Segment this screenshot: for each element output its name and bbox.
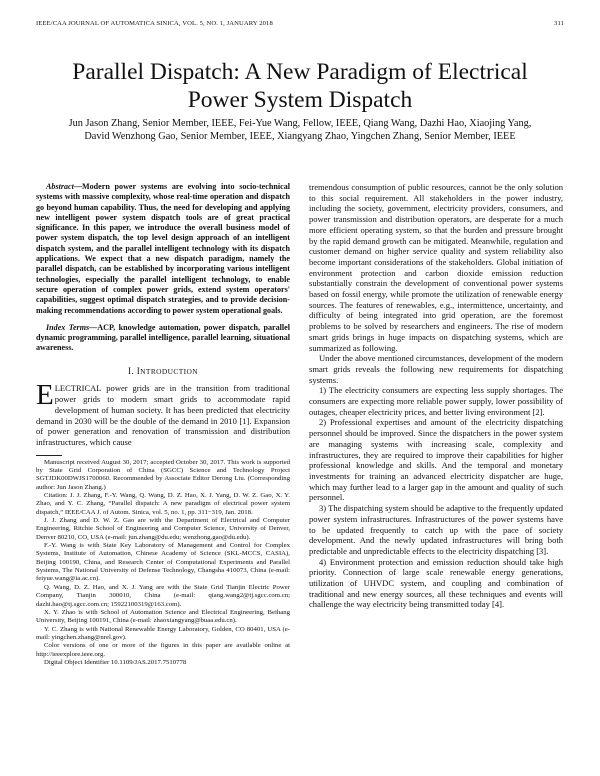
page-number: 311 — [554, 20, 564, 27]
footnote-affiliation-sgcc: Q. Wang, D. Z. Hao, and X. J. Yang are with the State Grid Tianjin Electric Power Company, Tianjin 300010, China (e-mail: qiang.wang2@tj.sgcc.com.cn; dazhi.hao@tj.sgcc.com.cn; 15922100319@163.com). — [36, 583, 290, 608]
footnotes — [36, 459, 290, 668]
authors-line-1: Jun Jason Zhang, Senior Member, IEEE, Fei-Yue Wang, Fellow, IEEE, Qiang Wang, Dazhi Hao, Xiaojing Yang, — [68, 118, 532, 129]
footnote-manuscript: Manuscript received August 30, 2017; accepted October 30, 2017. This work is supported by State Grid Corporation of China (SGCC) Science and Technology Project SGTJDK00DWJS1700060. Recommended by Associate Editor Derong Liu. (Corresponding author: Jun Jason Zhang.) — [36, 458, 290, 491]
left-column — [36, 182, 290, 667]
authors-line-2: David Wenzhong Gao, Senior Member, IEEE, Xiangyang Zhao, Yingchen Zhang, Senior Member, IEEE — [84, 131, 516, 142]
footnote-rule — [36, 455, 62, 456]
requirement-1: 1) The electricity consumers are expecting less supply shortages. The consumers are expecting more reliable power supply, lower possibility of outages, cheaper electricity prices, and better living environment [2]. — [309, 385, 563, 417]
index-terms-label: Index Terms — [46, 322, 90, 332]
footnote-affiliation-casia: F.-Y. Wang is with State Key Laboratory of Management and Control for Complex Systems, Institute of Automation, Chinese Academy of Science (SKL-MCCS, CASIA), Beijing 100190, China, and Research Center of Computational Experiments and Parallel Systems, The National University of Defense Technology, Changsha 410073, China (e-mail: feiyue.wang@ia.ac.cn). — [36, 542, 290, 583]
index-terms — [36, 323, 290, 354]
author-list — [50, 117, 550, 143]
index-terms-text: —ACP, knowledge automation, power dispatch, parallel dynamic programming, parallel intelligence, parallel learning, situational awareness. — [36, 322, 290, 353]
requirement-2: 2) Professional expertises and amount of the electricity dispatching personnel should be improved. Since the dispatchers in the power system are managing systems with increasing scale, complexity and infrastructures, they are required to improve their capabilities for higher professional knowledge and skills. And the temporal and monetary investments for training an advanced electricity dispatcher are huge, which may further lead to a larger gap in the amount and quality of such personnel. — [309, 417, 563, 503]
abstract-text: —Modern power systems are evolving into socio-technical systems with massive complexity, whose real-time operation and dispatch go beyond human capability. Thus, the need for developing and applying new intelligent power system dispatch tools are of great practical significance. In this paper, we introduce the overall business model of power system dispatch, the top level design approach of an intelligent dispatch system, and the parallel intelligent technology with its dispatch applications. We expect that a new dispatch paradigm, namely the parallel dispatch, can be established by incorporating various intelligent technologies, especially the parallel intelligent technology, to enable secure operation of complex power grids, extend system operators' capabilities, suggest optimal dispatch strategies, and to provide decision-making recommendations according to power system operational goals. — [36, 182, 290, 315]
running-header — [36, 20, 564, 27]
footnote-affiliation-nrel: Y. C. Zhang is with National Renewable Energy Laboratory, Golden, CO 80401, USA (e-mail: yingchen.zhang@nrel.gov). — [36, 625, 290, 641]
section-numeral: I. — [128, 365, 135, 376]
footnote-affiliation-beihang: X. Y. Zhao is with School of Automation Science and Electrical Engineering, Beihang University, Beijing 100191, China (e-mail: zhaoxiangyang@buaa.edu.cn). — [36, 608, 290, 625]
journal-header: IEEE/CAA JOURNAL OF AUTOMATICA SINICA, VOL. 5, NO. 1, JANUARY 2018 — [36, 20, 273, 27]
body-paragraph: Under the above mentioned circumstances, development of the modern smart grids reveals the following new requirements for dispatching systems. — [309, 353, 563, 385]
intro-text: power grids are in the transition from traditional power grids to modern smart grids to accommodate rapid development of human society. It has been predicted that electricity demand in 2030 will be the double of the demand in 2010 [1]. Expansion of power generation and renovation of transmission and distribution infrastructures, which cause — [36, 383, 290, 447]
footnote-citation: Citation: J. J. Zhang, F.-Y. Wang, Q. Wang, D. Z. Hao, X. J. Yang, D. W. Z. Gao, X. Y. Zhao, and Y. C. Zhang, “Parallel dispatch: A new paradigm of electrical power system dispatch,” IEEE/CAA J. of Autom. Sinica, vol. 5, no. 1, pp. 311−319, Jan. 2018. — [36, 492, 290, 516]
paper-title — [30, 58, 570, 114]
title-line-1: Parallel Dispatch: A New Paradigm of Electrical — [72, 59, 528, 85]
section-title-cap: I — [136, 365, 141, 376]
abstract-label: Abstract — [46, 182, 74, 191]
footnote-affiliation-du: J. J. Zhang and D. W. Z. Gao are with the Department of Electrical and Computer Engineering, Ritchie School of Engineering and Computer Science, University of Denver, Denver 80210, CO, USA (e-mail: jun.zhang@du.edu; wenzhong.gao@du.edu). — [36, 517, 290, 541]
right-column — [309, 182, 563, 610]
requirement-3: 3) The dispatching system should be adaptive to the frequently updated power system infrastructures. Infrastructures of the power systems have to be updated frequently to catch up with the pace of society development. And the newly updated infrastructures will bring both predictable and unpredictable effects to the electricity dispatching [3]. — [309, 503, 563, 556]
intro-paragraph — [36, 379, 290, 447]
abstract — [36, 182, 290, 316]
section-title-rest: NTRODUCTION — [140, 366, 198, 376]
footnote-color-versions: Color versions of one or more of the figures in this paper are available online at http://ieeexplore.ieee.org. — [36, 642, 290, 658]
title-line-2: Power System Dispatch — [187, 87, 413, 113]
requirement-4: 4) Environment protection and emission reduction should take high priority. Connection of large scale renewable energy generations, utilization of UHVDC system, and coupling and combination of traditional and new energy sources, all these techniques and events will challenge the way electricity being transmitted today [4]. — [309, 556, 563, 610]
section-heading-introduction — [36, 366, 290, 378]
intro-caps: LECTRICAL — [54, 383, 102, 394]
footnote-doi: Digital Object Identifier 10.1109/JAS.2017.7510778 — [44, 658, 187, 666]
drop-cap: E — [36, 379, 54, 412]
body-paragraph: tremendous consumption of public resources, cannot be the only solution to this social requirement. All stakeholders in the power industry, including the society, government, electricity providers, consumers, and power transmission and distribution operators, are desperate for a much more efficient operating system, so that the burden and pressure brought by the rapid demand growth can be mitigated. Meanwhile, regulation and customer demand on higher service quality and system reliability also become important considerations of the stakeholders. Global initiation of environment protection and carbon dioxide emission reduction substantially constrain the development of conventional power systems based on fossil energy, while promote the utilization of renewable energy sources. The features of renewables, e.g., intermittence, uncertainty, and difficulty of being integrated into grid operation, are the foremost problems to be solved by researchers and engineers. The rise of modern smart grids brings in huge impacts on dispatching systems, which are summarized as following. — [309, 182, 563, 353]
